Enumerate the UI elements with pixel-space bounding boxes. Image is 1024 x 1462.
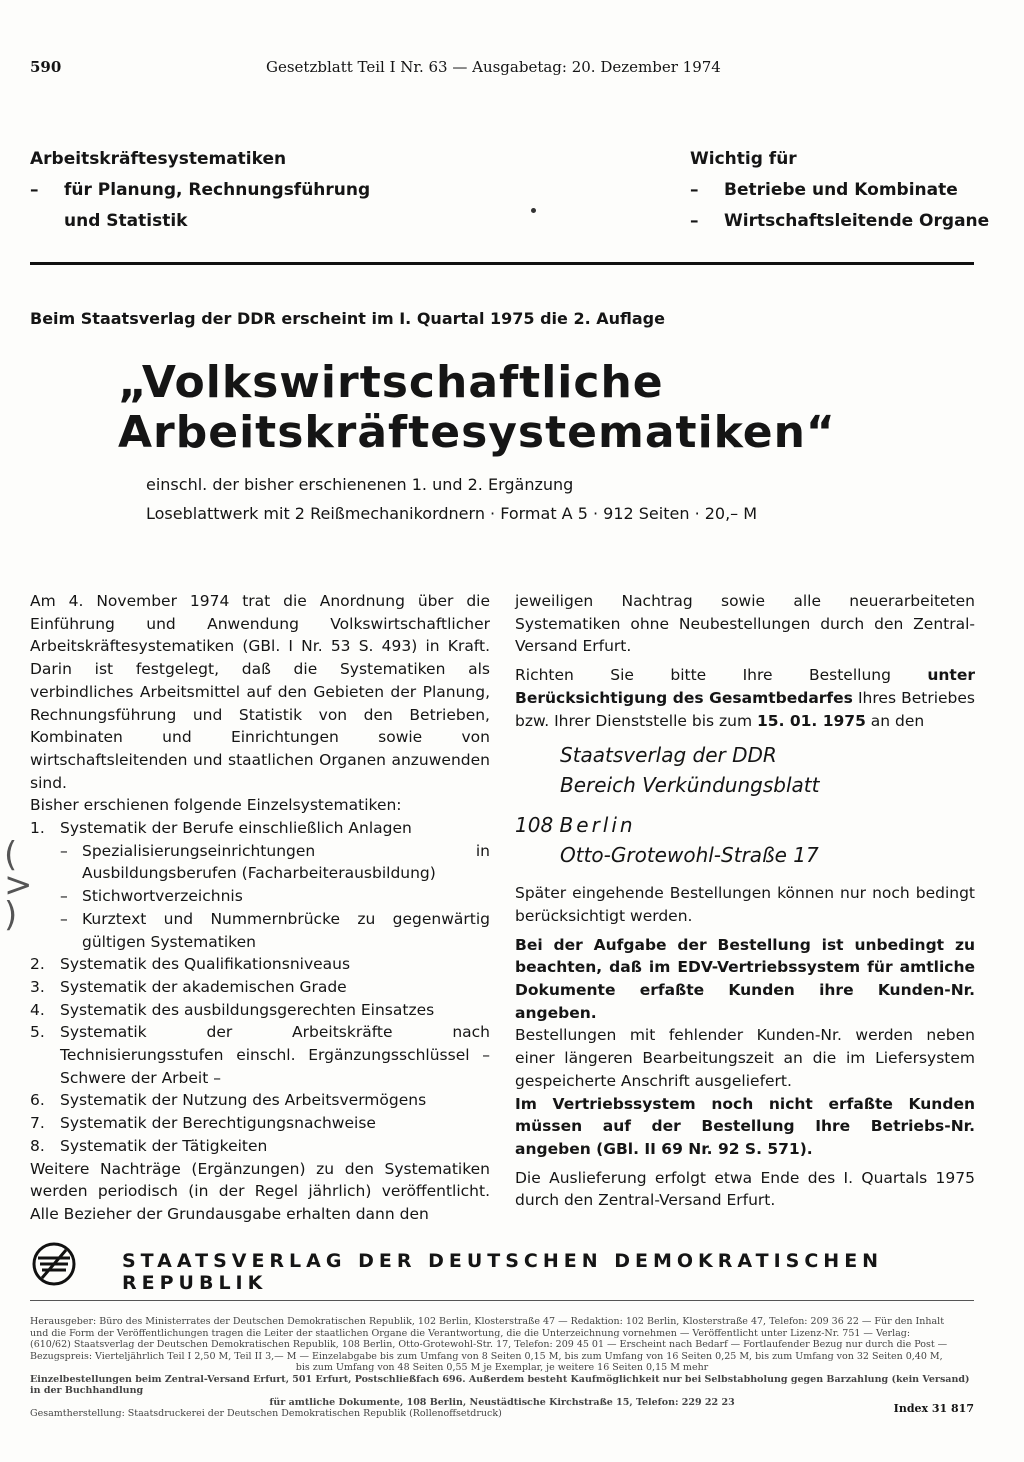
list-item: 7. Systematik der Berechtigungsnachweise xyxy=(30,1114,376,1133)
publisher-name: STAATSVERLAG DER DEUTSCHEN DEMOKRATISCHEN REPUBLIK xyxy=(122,1250,884,1294)
order-paragraph: Richten Sie bitte Ihre Bestellung unter Berücksichtigung des Gesamtbedarfes Ihres Betriebes bzw. Ihrer Dienststelle bis zum 15. 01. 1975 an den xyxy=(515,666,976,730)
book-title-line-2: Arbeitskräftesystematiken“ xyxy=(118,407,836,458)
index-number: Index 31 817 xyxy=(893,1402,974,1415)
list-item: 5. Systematik der Arbeitskräfte nach Technisierungsstufen einschl. Ergänzungsschlüssel – Schwere der Arbeit – xyxy=(30,1023,490,1087)
address-line-1: Staatsverlag der DDR xyxy=(560,743,777,768)
topbox-right xyxy=(690,144,989,237)
header-title: Gesetzblatt Teil I Nr. 63 — Ausgabetag: 20. Dezember 1974 xyxy=(266,58,721,76)
book-title xyxy=(118,358,836,458)
right-column xyxy=(515,590,975,1212)
topbox-left xyxy=(30,144,370,237)
book-title-line-1: „Volkswirtschaftliche xyxy=(118,357,664,408)
continuation-paragraph: jeweiligen Nachtrag sowie alle neuerarbeiteten Systematiken ohne Neubestellungen durch den Zentral-Versand Erfurt. xyxy=(515,592,975,656)
page-number: 590 xyxy=(30,58,62,76)
impressum-line: und die Form der Veröffentlichungen tragen die Leiter der staatlichen Organe die Verantwortung, die die Unterzeichnung vornehmen — Veröffentlicht unter Lizenz-Nr. 751 — Verlag: xyxy=(30,1327,911,1339)
impressum-line: Bezugspreis: Vierteljährlich Teil I 2,50 M, Teil II 3,— M — Einzelabgabe bis zum Umfang von 8 Seiten 0,15 M, bis zum Umfang von 16 Seiten 0,25 M, bis zum Umfang von 32 Seiten 0,40 M, xyxy=(30,1350,943,1362)
address-block xyxy=(560,740,975,800)
left-column xyxy=(30,590,490,1226)
topbox-left-line-1: Arbeitskräftesystematiken xyxy=(30,149,287,169)
customer-number-notice: Bei der Aufgabe der Bestellung ist unbedingt zu beachten, daß im EDV-Vertriebssystem für amtliche Dokumente erfaßte Kunden ihre Kunden-Nr. angeben. xyxy=(515,935,975,1022)
systematics-list-continued xyxy=(30,953,490,1157)
list-item: 2. Systematik des Qualifikationsniveaus xyxy=(30,955,351,974)
topbox-right-item-2: – Wirtschaftsleitende Organe xyxy=(690,211,990,231)
list-intro: Bisher erschienen folgende Einzelsystematiken: xyxy=(30,796,402,815)
footer-divider xyxy=(30,1300,974,1301)
sub-list-item: – Stichwortverzeichnis xyxy=(60,887,243,906)
missing-number-paragraph: Bestellungen mit fehlender Kunden-Nr. werden neben einer längeren Bearbeitungszeit an die im Liefersystem gespeicherte Anschrift ausgeliefert. xyxy=(515,1026,975,1090)
systematics-list xyxy=(30,817,490,840)
book-subtitle xyxy=(146,470,757,528)
intro-paragraph: Am 4. November 1974 trat die Anordnung über die Einführung und Anwendung Volkswirtschaftlicher Arbeitskräftesystematiken (GBl. I Nr. 53 S. 493) in Kraft. Darin ist festgelegt, daß die Systematiken als verbindliches Arbeitsmittel auf den Gebieten der Planung, Rechnungsführung und Statistik von den Betrieben, Kombinaten und Einrichtungen sowie von wirtschaftsleitenden und staatlichen Organen anzuwenden sind. xyxy=(30,592,490,792)
topbox-right-heading: Wichtig für xyxy=(690,149,797,169)
impressum-line: Gesamtherstellung: Staatsdruckerei der Deutschen Demokratischen Republik (Rollenoffsetdruck) xyxy=(30,1408,502,1419)
sub-list-item: – Kurztext und Nummernbrücke zu gegenwärtig gültigen Systematiken xyxy=(60,909,490,951)
book-subtitle-2: Loseblattwerk mit 2 Reißmechanikordnern · Format A 5 · 912 Seiten · 20,– M xyxy=(146,504,758,523)
impressum-line: für amtliche Dokumente, 108 Berlin, Neustädtische Kirchstraße 15, Telefon: 229 22 23 xyxy=(269,1396,735,1408)
impressum-line: Einzelbestellungen beim Zentral-Versand Erfurt, 501 Erfurt, Postschließfach 696. Außerdem besteht Kaufmöglichkeit nur bei Selbstabholung gegen Barzahlung (kein Versand) in der Buchhandlung xyxy=(30,1373,970,1396)
impressum-line: bis zum Umfang von 48 Seiten 0,55 M je Exemplar, je weitere 16 Seiten 0,15 M mehr xyxy=(295,1362,709,1373)
topbox-left-line-3: und Statistik xyxy=(64,211,188,231)
closing-paragraph: Weitere Nachträge (Ergänzungen) zu den Systematiken werden periodisch (in der Regel jährlich) veröffentlicht. Alle Bezieher der Grundausgabe erhalten dann den xyxy=(30,1159,490,1223)
unregistered-customers-notice: Im Vertriebssystem noch nicht erfaßte Kunden müssen auf der Bestellung Ihre Betriebs-Nr. angeben (GBl. II 69 Nr. 92 S. 571). xyxy=(515,1094,975,1158)
impressum-line: (610/62) Staatsverlag der Deutschen Demokratischen Republik, 108 Berlin, Otto-Grotewohl-Str. 17, Telefon: 209 45 01 — Erscheint nach Bedarf — Fortlaufender Bezug nur durch die Post — xyxy=(30,1339,948,1350)
address-city-line: 108 Berlin xyxy=(515,813,636,838)
topbox-right-item-1: – Betriebe und Kombinate xyxy=(690,180,958,200)
decorative-dot xyxy=(531,208,536,213)
list-item: 6. Systematik der Nutzung des Arbeitsvermögens xyxy=(30,1091,427,1110)
delivery-paragraph: Die Auslieferung erfolgt etwa Ende des I. Quartals 1975 durch den Zentral-Versand Erfurt. xyxy=(515,1168,975,1210)
topbox-left-line-2: – für Planung, Rechnungsführung xyxy=(30,180,371,200)
impressum-line: Herausgeber: Büro des Ministerrates der Deutschen Demokratischen Republik, 102 Berlin, Klosterstraße 47 — Redaktion: 102 Berlin, Klosterstraße 47, Telefon: 209 36 22 — Für den Inhalt xyxy=(30,1316,945,1327)
address-line-2: Bereich Verkündungsblatt xyxy=(560,773,820,798)
list-item: 3. Systematik der akademischen Grade xyxy=(30,977,347,996)
impressum xyxy=(30,1316,974,1420)
list-item: 4. Systematik des ausbildungsgerechten Einsatzes xyxy=(30,1000,435,1019)
announcement: Beim Staatsverlag der DDR erscheint im I. Quartal 1975 die 2. Auflage xyxy=(30,309,665,328)
publisher-logo-icon xyxy=(32,1242,76,1286)
book-subtitle-1: einschl. der bisher erschienenen 1. und 2. Ergänzung xyxy=(146,475,574,494)
late-orders-paragraph: Später eingehende Bestellungen können nur noch bedingt berücksichtigt werden. xyxy=(515,884,975,925)
top-divider xyxy=(30,262,974,265)
address-street: Otto-Grotewohl-Straße 17 xyxy=(560,843,819,868)
list-item: 8. Systematik der Tätigkeiten xyxy=(30,1136,268,1155)
sub-list-item: – Spezialisierungseinrichtungen in Ausbildungsberufen (Facharbeiterausbildung) xyxy=(60,841,490,883)
systematics-sublist xyxy=(30,840,490,954)
margin-pencil-mark: ( > ) xyxy=(4,835,33,935)
list-item: 1. Systematik der Berufe einschließlich Anlagen xyxy=(30,819,412,838)
